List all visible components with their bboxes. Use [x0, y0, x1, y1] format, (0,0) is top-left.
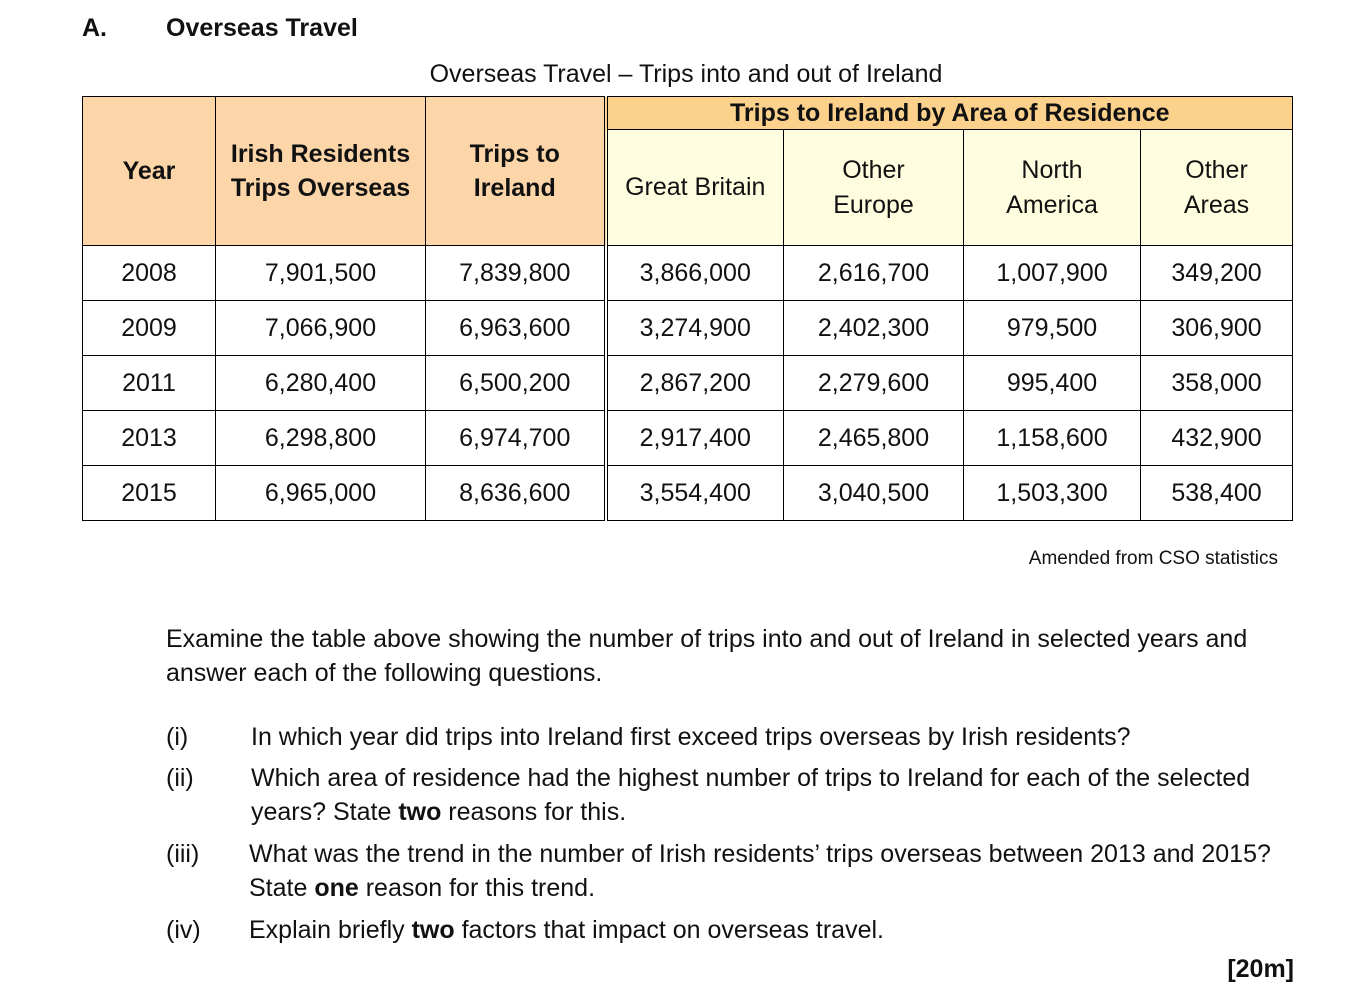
- cell-north-america: 1,158,600: [964, 411, 1141, 466]
- cell-irish-residents: 7,901,500: [216, 246, 426, 301]
- cell-year: 2011: [83, 356, 216, 411]
- cell-north-america: 979,500: [964, 301, 1141, 356]
- cell-north-america: 1,007,900: [964, 246, 1141, 301]
- cell-other-areas: 349,200: [1141, 246, 1293, 301]
- cell-great-britain: 3,554,400: [606, 466, 784, 521]
- question-text: Explain briefly two factors that impact on overseas travel.: [249, 916, 884, 944]
- cell-north-america: 995,400: [964, 356, 1141, 411]
- question-number: (ii): [166, 764, 194, 792]
- header-other-europe: Other Europe: [784, 130, 964, 246]
- table-row: [83, 246, 1293, 301]
- table-row: [83, 356, 1293, 411]
- cell-other-areas: 358,000: [1141, 356, 1293, 411]
- cell-trips-to-ireland: 6,500,200: [426, 356, 606, 411]
- cell-trips-to-ireland: 6,963,600: [426, 301, 606, 356]
- cell-other-europe: 2,465,800: [784, 411, 964, 466]
- header-irish-residents: Irish Residents Trips Overseas: [216, 97, 426, 246]
- cell-year: 2009: [83, 301, 216, 356]
- cell-other-areas: 432,900: [1141, 411, 1293, 466]
- table-row: [83, 301, 1293, 356]
- table-row: [83, 411, 1293, 466]
- table-caption: Overseas Travel – Trips into and out of Ireland: [429, 60, 943, 88]
- cell-great-britain: 2,917,400: [606, 411, 784, 466]
- cell-trips-to-ireland: 6,974,700: [426, 411, 606, 466]
- cell-year: 2013: [83, 411, 216, 466]
- cell-trips-to-ireland: 7,839,800: [426, 246, 606, 301]
- header-trips-to-ireland: Trips to Ireland: [426, 97, 606, 246]
- header-great-britain: Great Britain: [606, 130, 784, 246]
- source-note: Amended from CSO statistics: [1028, 548, 1278, 569]
- header-year: Year: [83, 97, 216, 246]
- table-row: [83, 466, 1293, 521]
- cell-other-europe: 2,402,300: [784, 301, 964, 356]
- question-text: Which area of residence had the highest number of trips to Ireland for each of the selected years? State two reasons for this.: [251, 764, 1251, 826]
- question-text: In which year did trips into Ireland first exceed trips overseas by Irish residents?: [251, 723, 1131, 751]
- cell-other-europe: 2,616,700: [784, 246, 964, 301]
- cell-other-europe: 2,279,600: [784, 356, 964, 411]
- cell-irish-residents: 6,965,000: [216, 466, 426, 521]
- cell-other-europe: 3,040,500: [784, 466, 964, 521]
- cell-great-britain: 3,274,900: [606, 301, 784, 356]
- cell-year: 2008: [83, 246, 216, 301]
- cell-year: 2015: [83, 466, 216, 521]
- marks-label: [20m]: [1227, 955, 1294, 983]
- overseas-travel-table: [82, 96, 1293, 521]
- question-number: (iv): [166, 916, 201, 944]
- cell-north-america: 1,503,300: [964, 466, 1141, 521]
- section-title: Overseas Travel: [166, 14, 358, 42]
- intro-paragraph: Examine the table above showing the number of trips into and out of Ireland in selected years and answer each of the following questions.: [166, 625, 1248, 687]
- header-area-of-residence: Trips to Ireland by Area of Residence: [606, 97, 1293, 130]
- question-text: What was the trend in the number of Irish residents’ trips overseas between 2013 and 2015? State one reason for this trend.: [249, 840, 1271, 902]
- header-other-areas: Other Areas: [1141, 130, 1293, 246]
- cell-trips-to-ireland: 8,636,600: [426, 466, 606, 521]
- cell-great-britain: 2,867,200: [606, 356, 784, 411]
- question-number: (iii): [166, 840, 200, 868]
- header-north-america: North America: [964, 130, 1141, 246]
- cell-other-areas: 306,900: [1141, 301, 1293, 356]
- cell-irish-residents: 6,298,800: [216, 411, 426, 466]
- cell-other-areas: 538,400: [1141, 466, 1293, 521]
- cell-great-britain: 3,866,000: [606, 246, 784, 301]
- cell-irish-residents: 6,280,400: [216, 356, 426, 411]
- question-number: (i): [166, 723, 189, 751]
- section-letter: A.: [82, 14, 107, 42]
- cell-irish-residents: 7,066,900: [216, 301, 426, 356]
